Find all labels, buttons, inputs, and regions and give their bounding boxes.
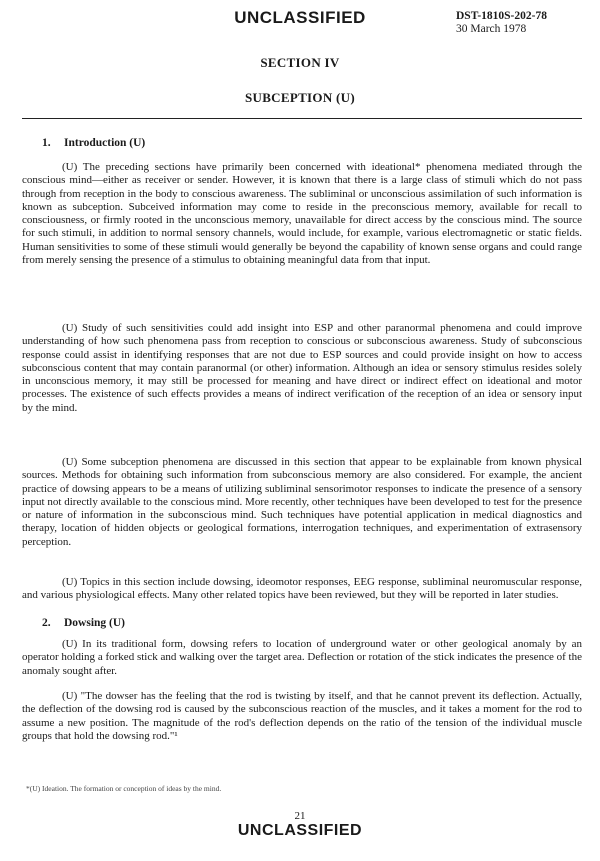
paragraph: (U) Topics in this section include dowsing, ideomotor responses, EEG response, subliminal neuromuscular response, and various physiological effects. Many other related topics have been reviewed, but they will be reported in later studies. bbox=[22, 576, 582, 602]
heading-introduction bbox=[42, 137, 145, 149]
heading-text: Dowsing (U) bbox=[64, 617, 126, 629]
page-number: 21 bbox=[294, 810, 306, 822]
paragraph: (U) The preceding sections have primarily been concerned with ideational* phenomena mediated through the conscious mind—either as receiver or sender. However, it is known that there is a large class of stimuli which do not pass through from reception in the body to conscious awareness. The subliminal or unconscious assimilation of such information is known as subception. Subceived information may come to reside in the preconscious memory, available for recall to consciousness, or firmly rooted in the unconscious memory, unavailable for direct access by the conscious mind. The source for such stimuli, in addition to normal sensory channels, would include, for example, various electromagnetic or static fields. Human sensitivities to some of these stimuli would generally be beyond the capability of known sense organs and could range from merely sensing the presence of a stimulus to obtaining meaningful data from that input. bbox=[22, 161, 582, 267]
document-date: 30 March 1978 bbox=[456, 23, 527, 35]
heading-number: 1. bbox=[42, 137, 51, 149]
paragraph: (U) Some subception phenomena are discussed in this section that appear to be explainable from known physical sources. Methods for obtaining such information from subconscious memory are also considered. For example, the ancient practice of dowsing appears to be a means of utilizing subliminal sensorimotor responses to indicate the presence of a sensory input not directly available to the conscious mind. More recently, other techniques have been developed to test for the presence or nature of information in the subconscious mind. Such techniques have potential application in medical diagnostics and therapy, location of hidden objects or geological formations, interrogation techniques, and experimentation of extrasensory perception. bbox=[22, 456, 582, 548]
header-divider bbox=[22, 118, 582, 119]
document-number: DST-1810S-202-78 bbox=[456, 10, 547, 22]
section-number: SECTION IV bbox=[260, 55, 340, 70]
classification-header: UNCLASSIFIED bbox=[234, 8, 366, 27]
paragraph: (U) "The dowser has the feeling that the rod is twisting by itself, and that he cannot prevent its deflection. Actually, the deflection of the dowsing rod is caused by the subconscious reaction of the muscles, and it takes a moment for the rod to assume a new position. The magnitude of the rod's deflection depends on the ratio of the tension of the individual muscle groups that hold the dowsing rod."¹ bbox=[22, 690, 582, 742]
section-title: SUBCEPTION (U) bbox=[244, 90, 355, 105]
footnote: *(U) Ideation. The formation or conception of ideas by the mind. bbox=[26, 784, 222, 793]
document-reference bbox=[456, 10, 547, 36]
classification-footer: UNCLASSIFIED bbox=[237, 822, 363, 839]
heading-dowsing bbox=[42, 617, 125, 629]
heading-text: Introduction (U) bbox=[64, 137, 146, 149]
paragraph: (U) Study of such sensitivities could add insight into ESP and other paranormal phenomena and could improve understanding of how such phenomena pass from reception to conscious or subconscious awareness. Study of subconscious response could assist in identifying responses that are not due to ESP sources and could provide insight on how to access subconscious content that may contain paranormal (or other) information. Although an idea or sensory stimulus resides solely in unconscious memory, it may still be processed for meaning and have direct or indirect effect on ideational and motor processes. The existence of such effects provides a means of indirect verification of the reception of an idea or sensory input by the mind. bbox=[22, 322, 582, 414]
paragraph: (U) In its traditional form, dowsing refers to location of underground water or other geological anomaly by an operator holding a forked stick and walking over the target area. Deflection or rotation of the stick indicates the presence of the anomaly sought after. bbox=[22, 638, 582, 677]
heading-number: 2. bbox=[42, 617, 51, 629]
